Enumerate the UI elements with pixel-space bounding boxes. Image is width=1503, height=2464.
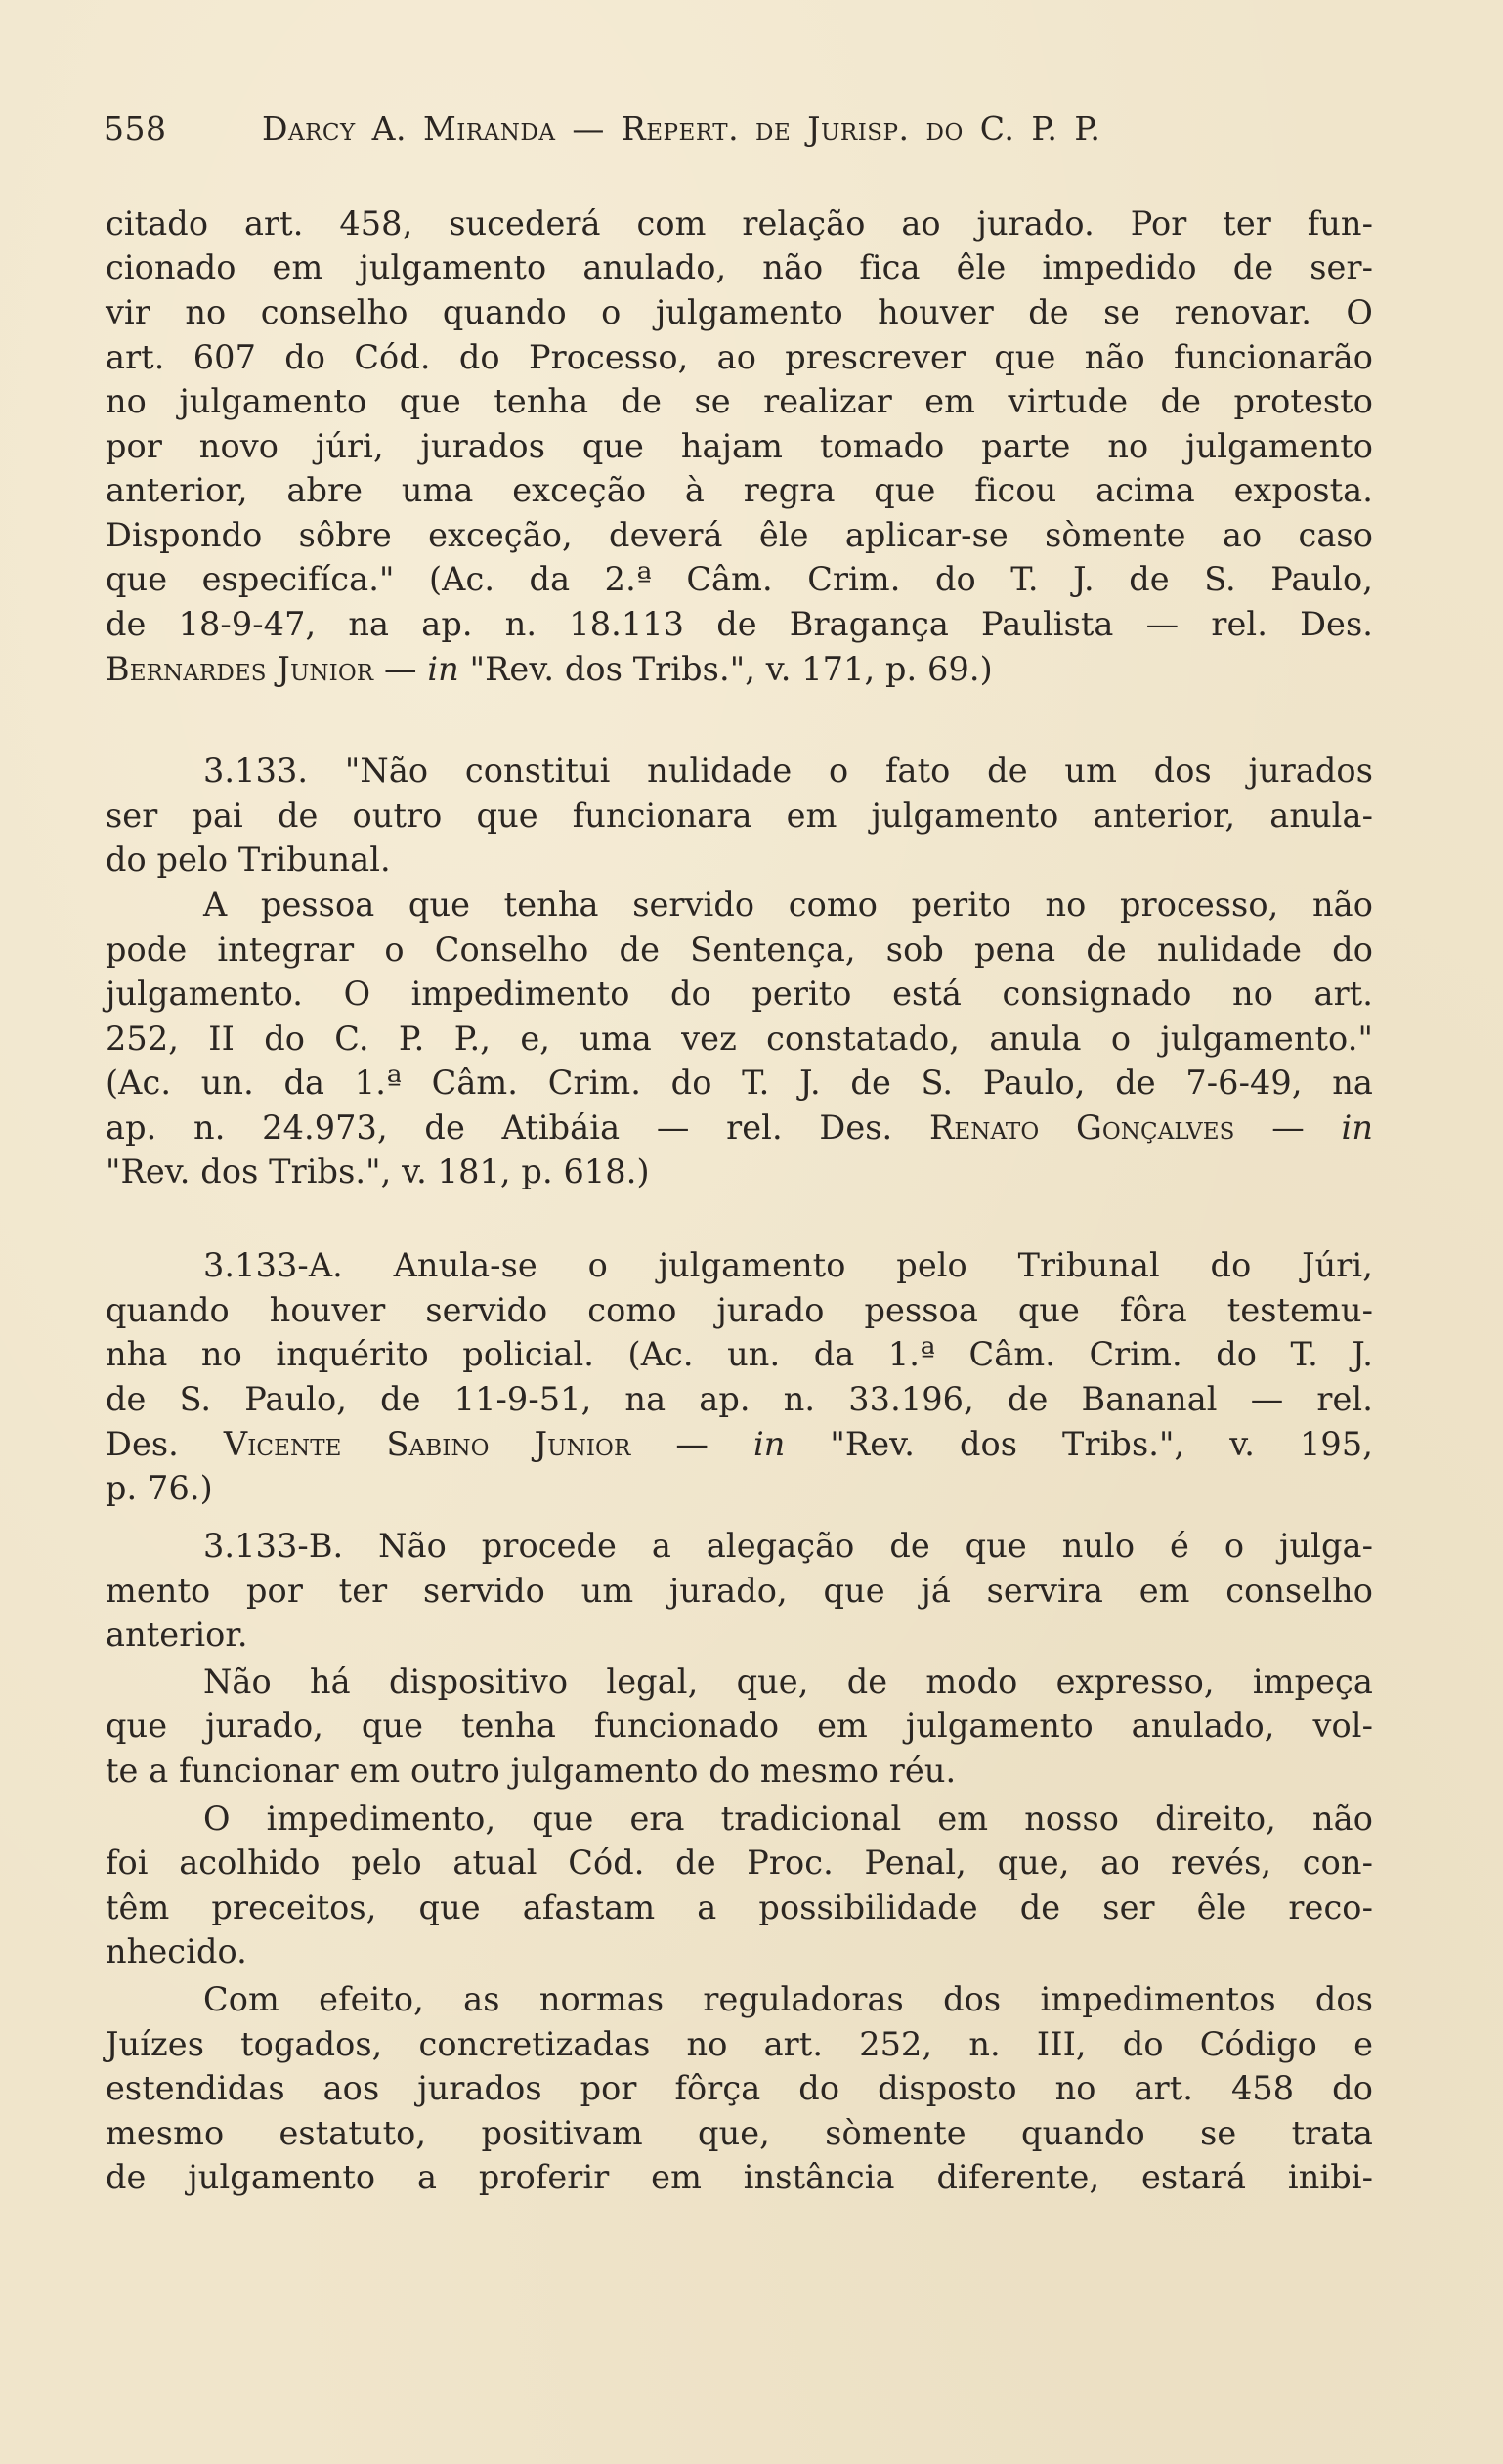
dash: —: [373, 650, 428, 688]
text-line: art. 607 do Cód. do Processo, ao prescrever que não funcionarão: [106, 338, 1373, 376]
judge-name: Renato Gonçalves: [929, 1108, 1235, 1146]
text-line: A pessoa que tenha servido como perito no processo, não: [203, 886, 1373, 924]
text-line: no julgamento que tenha de se realizar em virtude de protesto: [106, 382, 1373, 420]
text-line: anterior, abre uma exceção à regra que ficou acima exposta.: [106, 471, 1373, 509]
text-line: têm preceitos, que afastam a possibilidade de ser êle reco-: [106, 1888, 1373, 1926]
text-line: julgamento. O impedimento do perito está consignado no art.: [106, 974, 1373, 1013]
entry-3133a-line: 3.133-A. Anula-se o julgamento pelo Tribunal do Júri,: [203, 1246, 1373, 1284]
text-line: te a funcionar em outro julgamento do mesmo réu.: [106, 1751, 957, 1790]
text-line: citado art. 458, sucederá com relação ao jurado. Por ter fun-: [106, 204, 1373, 242]
text-line: 252, II do C. P. P., e, uma vez constatado, anula o julgamento.": [106, 1019, 1373, 1058]
text-line: vir no conselho quando o julgamento houver de se renovar. O: [106, 293, 1373, 331]
text-line: cionado em julgamento anulado, não fica êle impedido de ser-: [106, 248, 1373, 286]
page-number: 558: [104, 109, 167, 148]
text-line: de 18-9-47, na ap. n. 18.113 de Bragança Paulista — rel. Des.: [106, 605, 1373, 643]
dash: —: [630, 1425, 753, 1463]
text-line: nhecido.: [106, 1932, 247, 1970]
citation-ref: "Rev. dos Tribs.", v. 171, p. 69.): [458, 650, 993, 688]
citation-prefix: ap. n. 24.973, de Atibáia — rel. Des.: [106, 1108, 929, 1146]
text-line: Com efeito, as normas reguladoras dos impedimentos dos: [203, 1980, 1373, 2018]
text-line: quando houver servido como jurado pessoa que fôra testemu-: [106, 1291, 1373, 1329]
dash: —: [1234, 1108, 1342, 1146]
text-line: Juízes togados, concretizadas no art. 252, n. III, do Código e: [106, 2025, 1373, 2063]
citation-line: [106, 1424, 1373, 1465]
text-line: que especifíca." (Ac. da 2.ª Câm. Crim. do T. J. de S. Paulo,: [106, 560, 1373, 598]
citation-line: [106, 649, 1373, 690]
text-line: Não há dispositivo legal, que, de modo expresso, impeça: [203, 1663, 1373, 1701]
page-header: [104, 109, 1374, 154]
text-line: que jurado, que tenha funcionado em julgamento anulado, vol-: [106, 1707, 1373, 1745]
text-line: Dispondo sôbre exceção, deverá êle aplicar-se sòmente ao caso: [106, 516, 1373, 554]
text-line: p. 76.): [106, 1469, 213, 1507]
text-line: do pelo Tribunal.: [106, 841, 391, 879]
text-line: (Ac. un. da 1.ª Câm. Crim. do T. J. de S. Paulo, de 7-6-49, na: [106, 1063, 1373, 1102]
in-italic: in: [427, 650, 459, 688]
text-line: nha no inquérito policial. (Ac. un. da 1.ª Câm. Crim. do T. J.: [106, 1335, 1373, 1373]
text-line: mento por ter servido um jurado, que já servira em conselho: [106, 1572, 1373, 1610]
text-line: de S. Paulo, de 11-9-51, na ap. n. 33.196, de Bananal — rel.: [106, 1380, 1373, 1418]
text-line: mesmo estatuto, positivam que, sòmente quando se trata: [106, 2114, 1373, 2152]
text-line: anterior.: [106, 1616, 248, 1654]
text-line: foi acolhido pelo atual Cód. de Proc. Penal, que, ao revés, con-: [106, 1843, 1373, 1881]
text-line: estendidas aos jurados por fôrça do disposto no art. 458 do: [106, 2069, 1373, 2107]
in-italic: in: [1341, 1108, 1373, 1146]
running-title: Darcy A. Miranda — Repert. de Jurisp. do C. P. P.: [262, 109, 1101, 148]
in-italic: in: [752, 1425, 786, 1463]
text-line: ser pai de outro que funcionara em julgamento anterior, anula-: [106, 797, 1373, 835]
citation-prefix: Des.: [106, 1425, 224, 1463]
text-line: pode integrar o Conselho de Sentença, sob pena de nulidade do: [106, 930, 1373, 969]
judge-name: Vicente Sabino Junior: [223, 1425, 631, 1463]
text-line: "Rev. dos Tribs.", v. 181, p. 618.): [106, 1152, 650, 1190]
judge-name: Bernardes Junior: [106, 650, 374, 688]
citation-line: [106, 1107, 1373, 1148]
citation-ref: "Rev. dos Tribs.", v. 195,: [785, 1425, 1373, 1463]
entry-3133-line: 3.133. "Não constitui nulidade o fato de um dos jurados: [203, 752, 1373, 790]
entry-3133b-line: 3.133-B. Não procede a alegação de que nulo é o julga-: [203, 1527, 1373, 1565]
text-line: O impedimento, que era tradicional em nosso direito, não: [203, 1799, 1373, 1837]
text-line: de julgamento a proferir em instância diferente, estará inibi-: [106, 2158, 1373, 2196]
text-line: por novo júri, jurados que hajam tomado parte no julgamento: [106, 427, 1373, 465]
